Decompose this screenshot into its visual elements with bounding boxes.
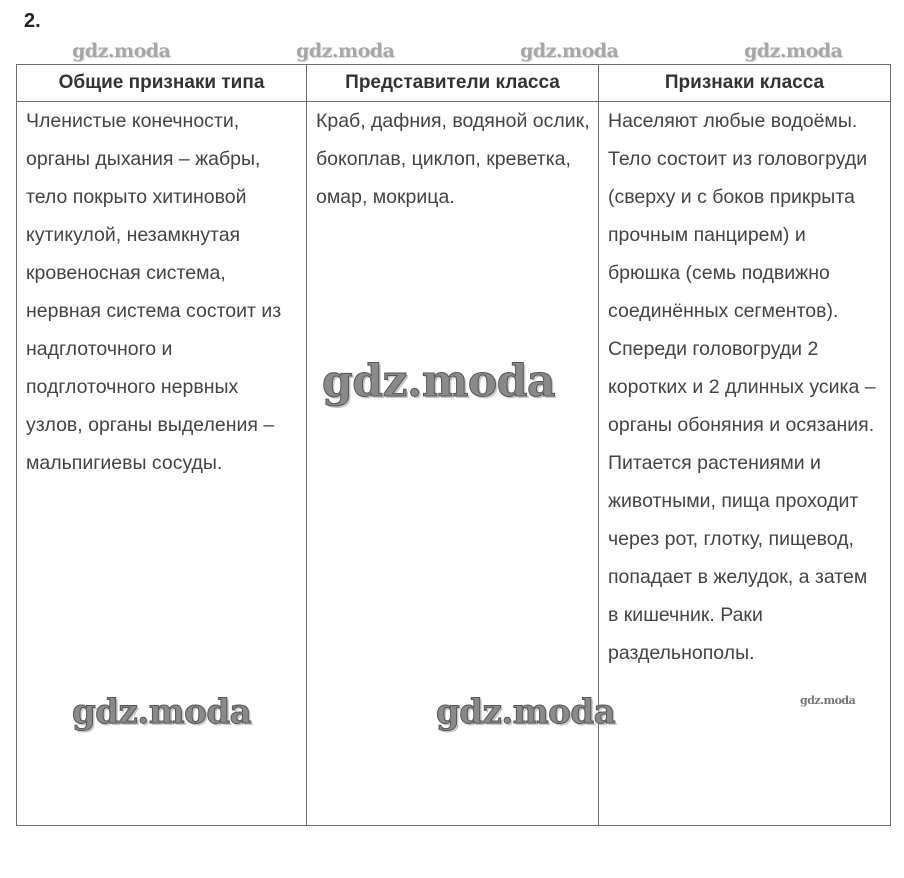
table-header-row (17, 65, 891, 102)
watermark-large: gdz.moda (436, 692, 616, 732)
cell-text: Населяют любые водоёмы. Тело состоит из головогруди (сверху и с боков прикрыта прочным панцирем) и брюшка (семь подвижно соединённых сегментов). Спереди головогруди 2 коротких и 2 длинных усика – органы обоняния и осязания. Питается растениями и животными, пища проходит через рот, глотку, пищевод, попадает в желудок, а затем в кишечник. Раки раздельнополы. (608, 110, 876, 664)
watermark: gdz.moda (744, 40, 843, 62)
watermark-large: gdz.moda (72, 692, 252, 732)
header-class-representatives: Представители класса (307, 65, 599, 102)
header-class-features: Признаки класса (599, 65, 891, 102)
cell-class-features (599, 102, 891, 826)
cell-class-representatives (307, 102, 599, 826)
cell-text: Членистые конечности, органы дыхания – жабры, тело покрыто хитиновой кутикулой, незамкнутая кровеносная система, нервная система состоит из надглоточного и подглоточного нервных узлов, органы выделения – мальпигиевы сосуды. (26, 110, 282, 474)
watermark: gdz.moda (72, 40, 171, 62)
watermark: gdz.moda (296, 40, 395, 62)
table-row (17, 102, 891, 826)
cell-text: Краб, дафния, водяной ослик, бокоплав, циклоп, креветка, омар, мокрица. (316, 110, 590, 208)
task-number: 2. (24, 10, 41, 32)
answer-table (16, 64, 891, 826)
cell-general-features (17, 102, 307, 826)
watermark-small: gdz.moda (800, 694, 856, 707)
watermark-large: gdz.moda (322, 356, 556, 407)
watermark: gdz.moda (520, 40, 619, 62)
header-general-features: Общие признаки типа (17, 65, 307, 102)
